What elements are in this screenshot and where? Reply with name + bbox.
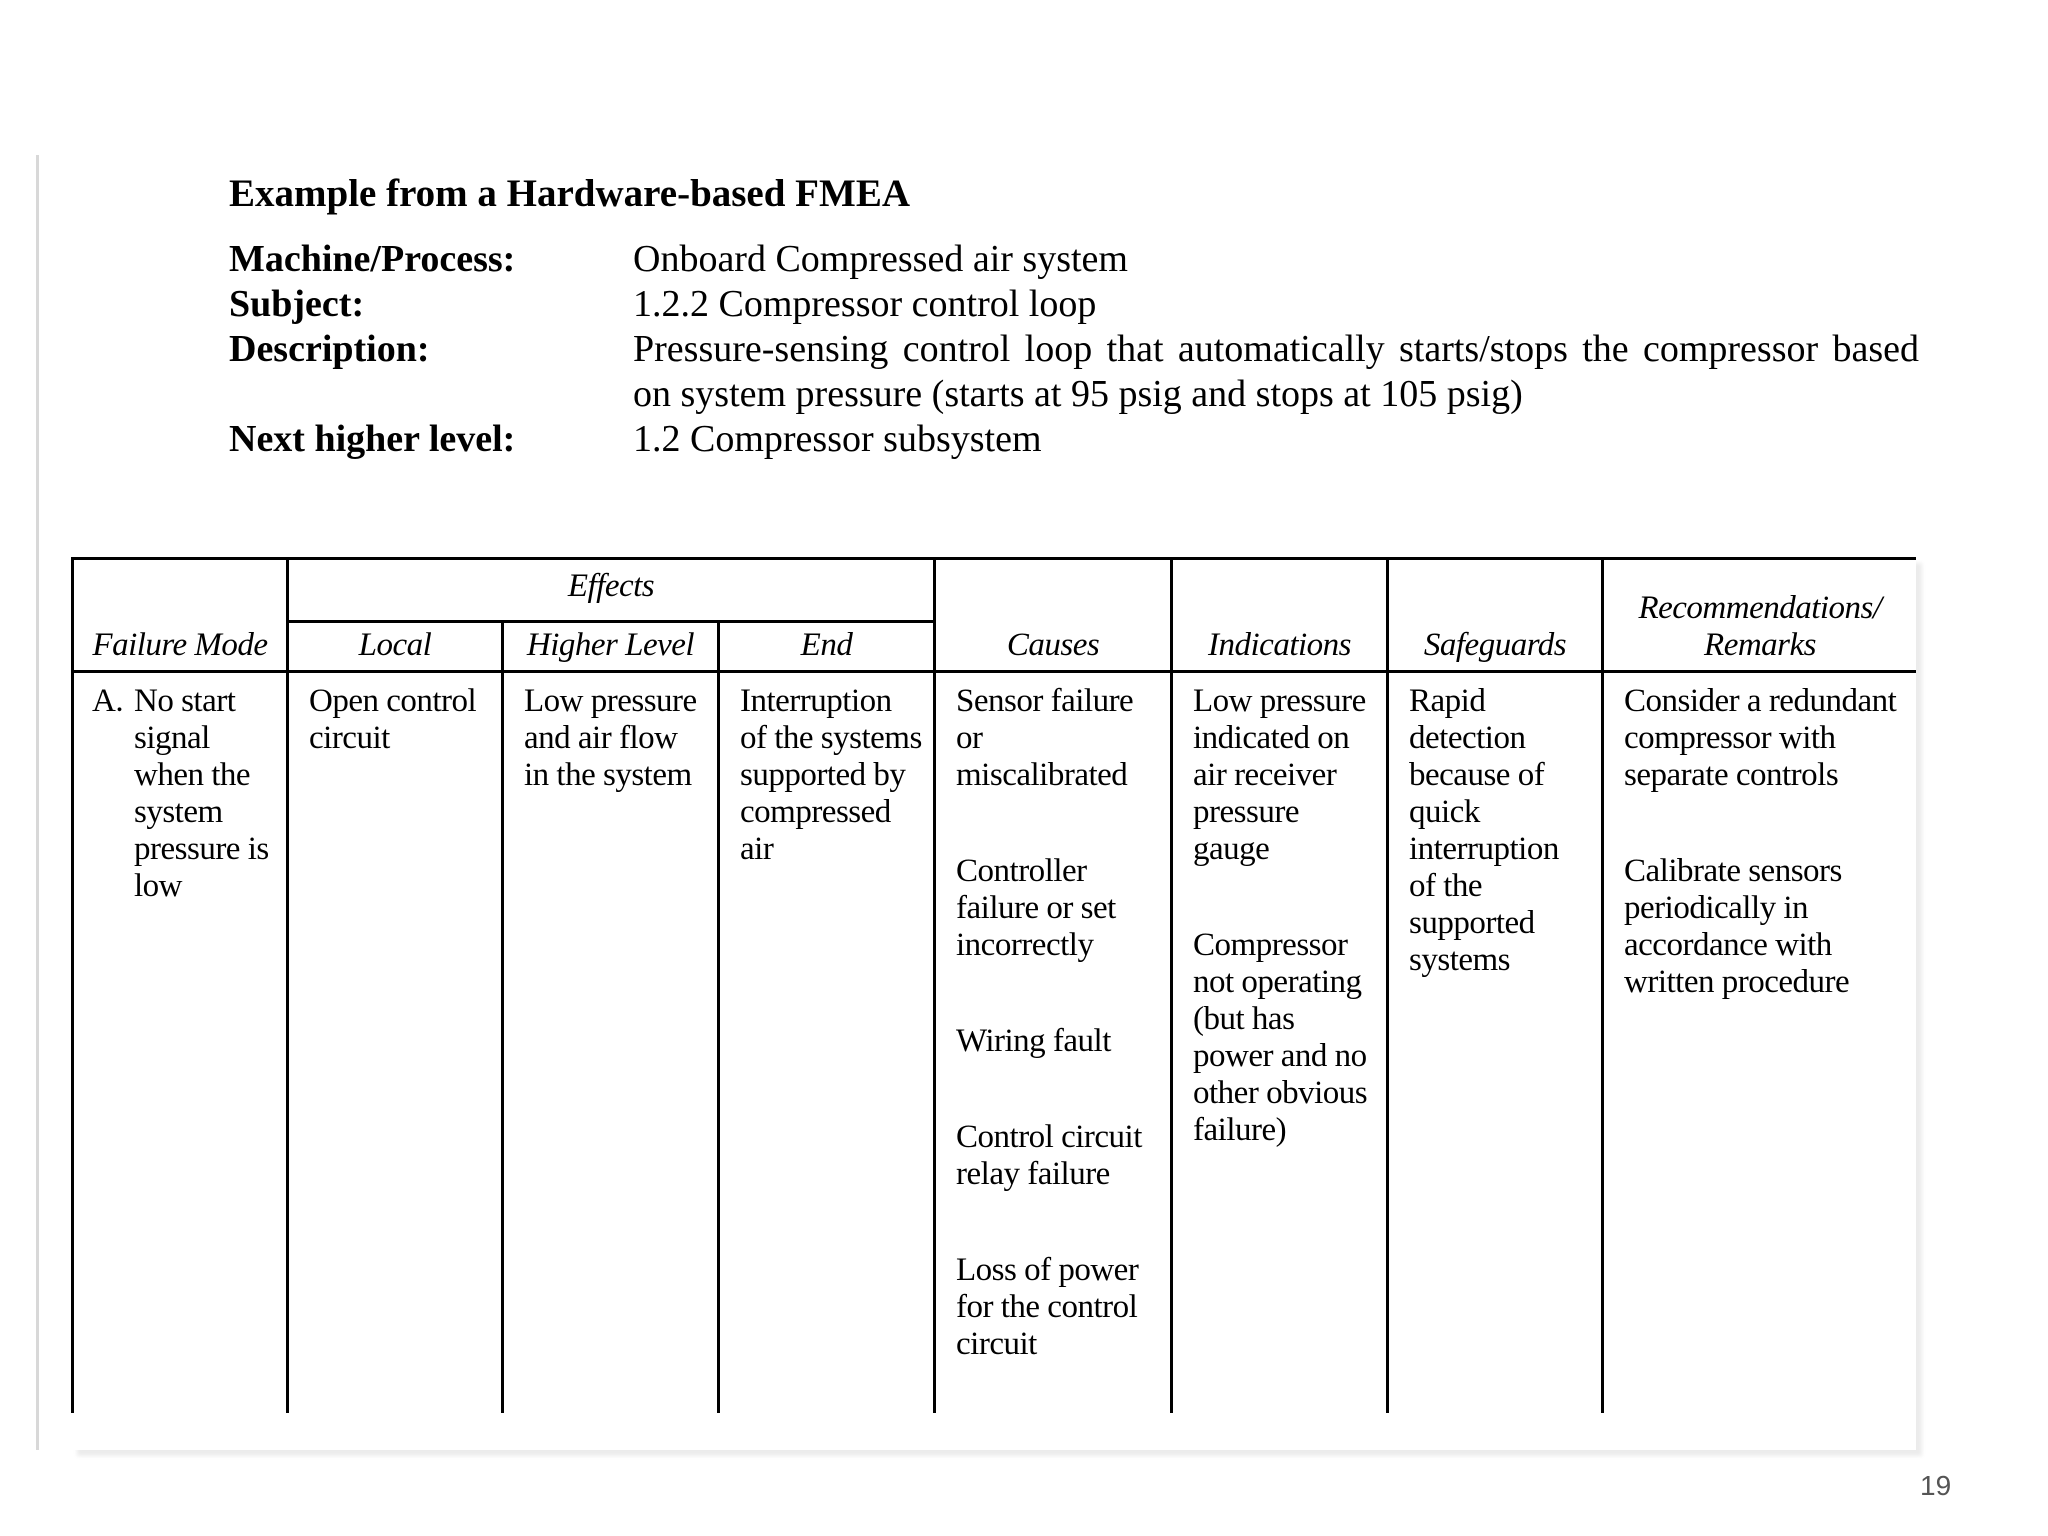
cell-failure-mode [73,672,288,1414]
header-local: Local [288,622,503,672]
meta-row-subject [229,282,1919,327]
meta-label: Machine/Process: [229,238,516,280]
cell-end-effect: Interruption of the systems supported by compressed air [719,672,935,1414]
cell-safeguards: Rapid detection because of quick interruption of the supported systems [1388,672,1603,1414]
recommendation-item: Consider a redundant compressor with separate controls [1624,683,1897,793]
header-row-top [73,559,1917,622]
header-recommendations: Recommendations/ Remarks [1603,559,1916,672]
cell-causes [935,672,1172,1414]
header-indications: Indications [1172,559,1388,672]
fmea-table [71,557,1916,1413]
meta-value: 1.2 Compressor subsystem [633,418,1042,460]
meta-label: Description: [229,328,430,370]
page-number: 19 [1920,1470,1952,1501]
cause-item: Wiring fault [956,1023,1111,1059]
meta-value: Pressure-sensing control loop that automatically starts/stops the compressor based on system pressure (starts at 95 psig and stops at 105 psig) [633,328,1919,415]
document-title: Example from a Hardware-based FMEA [229,172,910,215]
header-end: End [719,622,935,672]
cause-item: Control circuit relay failure [956,1119,1142,1192]
meta-value: Onboard Compressed air system [633,238,1128,280]
cause-item: Loss of power for the control circuit [956,1252,1139,1362]
slide-left-rule [36,155,39,1450]
cell-indications [1172,672,1388,1414]
fmea-table-container [71,557,1916,1450]
header-causes: Causes [935,559,1172,672]
meta-row-next-level [229,417,1919,462]
failure-mode-id: A. [92,683,124,719]
meta-row-description [229,327,1919,417]
header-effects: Effects [288,559,935,622]
cell-higher-level-effect: Low pressure and air flow in the system [503,672,719,1414]
meta-label: Subject: [229,283,365,325]
indication-item: Compressor not operating (but has power and no other obvious failure) [1193,927,1368,1148]
fmea-metadata [229,237,1919,462]
meta-value: 1.2.2 Compressor control loop [633,283,1097,325]
cell-local-effect: Open control circuit [288,672,503,1414]
header-higher-level: Higher Level [503,622,719,672]
header-failure-mode: Failure Mode [73,559,288,672]
header-safeguards: Safeguards [1388,559,1603,672]
cause-item: Controller failure or set incorrectly [956,853,1116,963]
indication-item: Low pressure indicated on air receiver pressure gauge [1193,683,1366,867]
cause-item: Sensor failure or miscalibrated [956,683,1134,793]
meta-label: Next higher level: [229,418,516,460]
failure-mode-text: No start signal when the system pressure is low [134,683,269,904]
recommendation-item: Calibrate sensors periodically in accordance with written procedure [1624,853,1850,1000]
table-row [73,672,1917,1414]
cell-recommendations [1603,672,1916,1414]
meta-row-machine [229,237,1919,282]
